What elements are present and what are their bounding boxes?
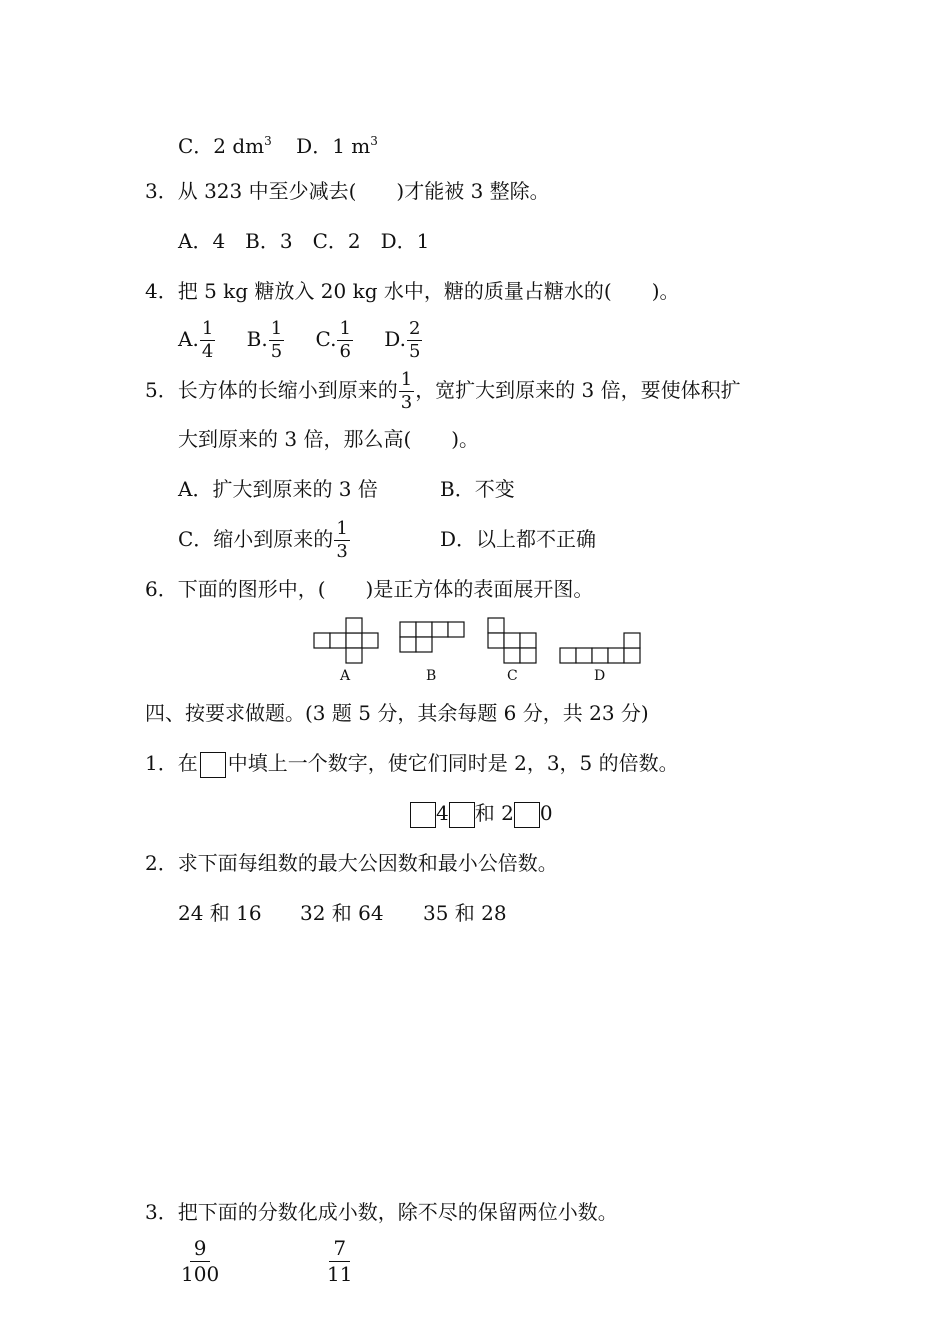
q5-option-b: B．不变: [440, 477, 515, 501]
superscript: 3: [264, 134, 272, 148]
net-d: [560, 633, 640, 663]
net-c: [488, 618, 536, 663]
digit-box-3[interactable]: [514, 802, 540, 828]
q2-option-c: C．2 dm: [178, 134, 265, 158]
q4-option-a: A. $\frac{1}{4}$: [178, 318, 214, 362]
net-label-b: B: [426, 668, 437, 684]
q5-stem: 5．长方体的长缩小到原来的 $\frac{1}{3}$ ，宽扩大到原来的 3 倍，要使体积扩: [145, 369, 741, 413]
q3-options: A．4 B．3 C．2 D．1: [178, 229, 430, 253]
cube-nets-figure: [310, 616, 650, 666]
blank-box[interactable]: [200, 752, 226, 778]
net-label-c: C: [507, 668, 518, 684]
q4-option-d: D. $\frac{2}{5}$: [384, 318, 421, 362]
q5-option-a: A．扩大到原来的 3 倍: [178, 477, 378, 501]
q2-option-d: D．1 m: [296, 134, 371, 158]
q5-stem-cont: 大到原来的 3 倍，那么高( )。: [178, 427, 480, 451]
s4q2-pair-2: 32 和 64: [300, 901, 384, 925]
net-label-d: D: [594, 668, 606, 684]
s4q1-numbers: 4 和 2 0: [410, 800, 553, 828]
q5-option-d: D．以上都不正确: [440, 527, 597, 551]
q2-options-cd: [178, 128, 378, 159]
digit-box-1[interactable]: [410, 802, 436, 828]
q4-option-b: B. $\frac{1}{5}$: [246, 318, 283, 362]
s4q1-stem: 1．在 中填上一个数字，使它们同时是 2，3，5 的倍数。: [145, 750, 679, 778]
digit-box-2[interactable]: [449, 802, 475, 828]
superscript: 3: [370, 134, 378, 148]
net-a: [314, 618, 378, 663]
q4-stem: 4．把 5 kg 糖放入 20 kg 水中，糖的质量占糖水的( )。: [145, 279, 680, 303]
s4q2-stem: 2．求下面每组数的最大公因数和最小公倍数。: [145, 851, 558, 875]
q6-stem: 6．下面的图形中，( )是正方体的表面展开图。: [145, 577, 594, 601]
s4q3-fraction-2: $\frac{7}{11}$: [327, 1236, 353, 1286]
net-b: [400, 622, 464, 652]
s4q3-stem: 3．把下面的分数化成小数，除不尽的保留两位小数。: [145, 1200, 618, 1224]
q4-option-c: C. $\frac{1}{6}$: [315, 318, 351, 362]
net-label-a: A: [340, 668, 351, 684]
q4-options: [178, 314, 423, 364]
s4q2-pair-3: 35 和 28: [423, 901, 507, 925]
q5-option-c: C．缩小到原来的 $\frac{1}{3}$: [178, 518, 348, 562]
s4q3-fraction-1: $\frac{9}{100}$: [181, 1236, 220, 1286]
section-title: 四、按要求做题。(3 题 5 分，其余每题 6 分，共 23 分): [145, 701, 649, 725]
fraction-one-third: $\frac{1}{3}$: [400, 369, 413, 413]
s4q2-pair-1: 24 和 16: [178, 901, 262, 925]
q3-stem: 3．从 323 中至少减去( )才能被 3 整除。: [145, 179, 550, 203]
